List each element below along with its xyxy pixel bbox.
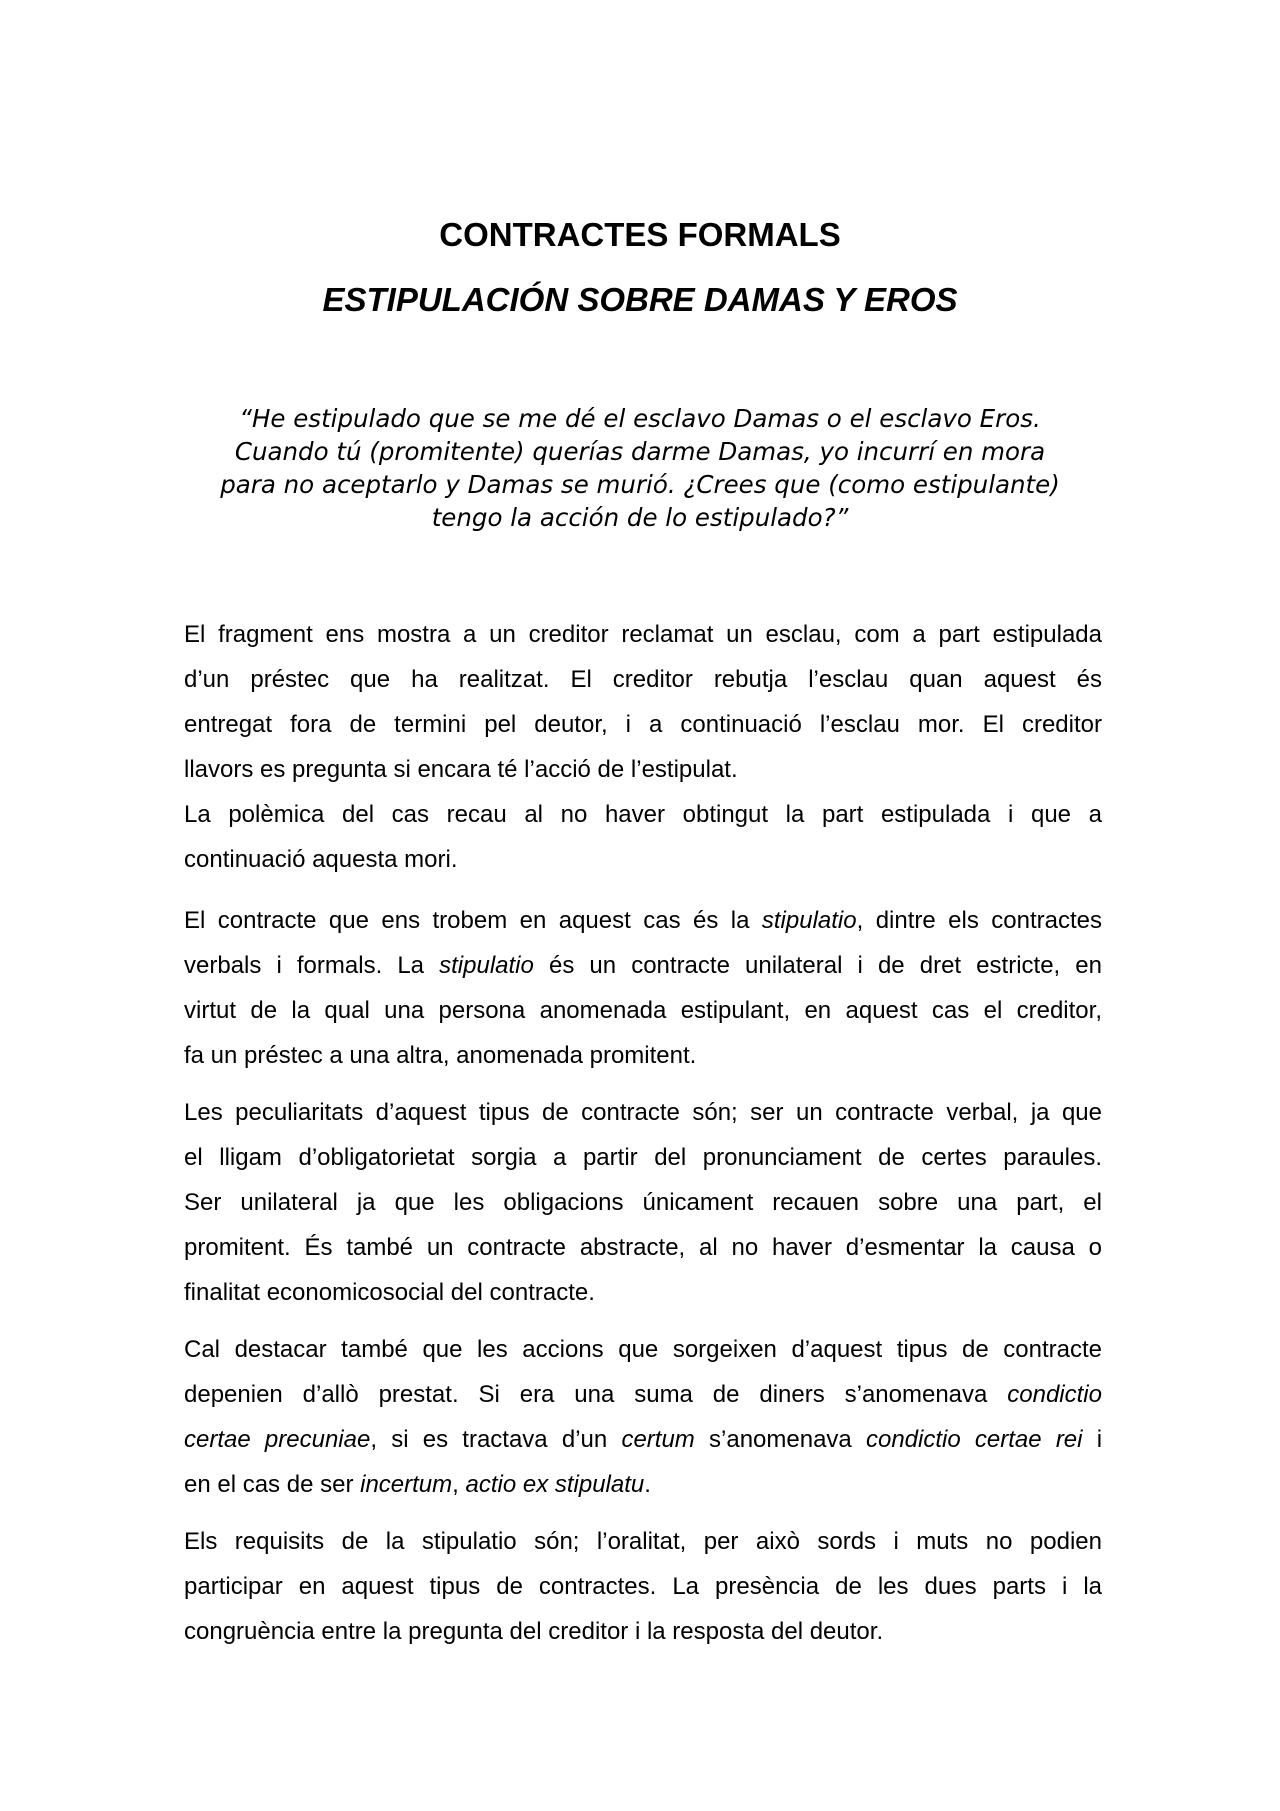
paragraph-5 (184, 1327, 1102, 1507)
text-line: certae precuniae, si es tractava d’un certum s’anomenava condictio certae rei i (184, 1426, 1103, 1453)
text-line: verbals i formals. La stipulatio és un contracte unilateral i de dret estricte, en (184, 952, 1102, 979)
text-line: promitent. És també un contracte abstracte, al no haver d’esmentar la causa o (184, 1234, 1102, 1261)
text-line: virtut de la qual una persona anomenada estipulant, en aquest cas el creditor, (184, 997, 1102, 1024)
text-line: Cal destacar també que les accions que sorgeixen d’aquest tipus de contracte (184, 1336, 1102, 1363)
latin-term: condictio (1007, 1381, 1102, 1408)
text-line: Els requisits de la stipulatio són; l’oralitat, per això sords i muts no podien (184, 1528, 1102, 1555)
document-title: CONTRACTES FORMALS (439, 216, 841, 253)
text-line: finalitat economicosocial del contracte. (184, 1279, 595, 1306)
text-line: en el cas de ser incertum, actio ex stipulatu. (184, 1471, 651, 1498)
text-line: el lligam d’obligatorietat sorgia a partir del pronunciament de certes paraules. (184, 1144, 1102, 1171)
document-subtitle: ESTIPULACIÓN SOBRE DAMAS Y EROS (322, 281, 958, 318)
paragraph-3 (184, 898, 1102, 1078)
quote-line: “He estipulado que se me dé el esclavo Damas o el esclavo Eros. (239, 404, 1041, 433)
paragraph-1 (184, 612, 1102, 792)
quote-line: Cuando tú (promitente) querías darme Damas, yo incurrí en mora (234, 437, 1046, 466)
latin-term: stipulatio (761, 907, 857, 934)
latin-term: actio ex stipulatu (465, 1471, 645, 1498)
quote-line: para no aceptarlo y Damas se murió. ¿Crees que (como estipulante) (220, 470, 1060, 499)
quote-block (190, 402, 1090, 534)
text-line: entregat fora de termini pel deutor, i a continuació l’esclau mor. El creditor (184, 711, 1102, 738)
quote-line: tengo la acción de lo estipulado?” (431, 503, 849, 532)
text-line: llavors es pregunta si encara té l’acció de l’estipulat. (184, 756, 738, 783)
text-line: fa un préstec a una altra, anomenada promitent. (184, 1042, 697, 1069)
body-text (184, 612, 1102, 1654)
text-line: Les peculiaritats d’aquest tipus de contracte són; ser un contracte verbal, ja que (184, 1099, 1102, 1126)
text-line: El fragment ens mostra a un creditor reclamat un esclau, com a part estipulada (184, 621, 1102, 648)
paragraph-6 (184, 1519, 1102, 1654)
text-line: depenien d’allò prestat. Si era una suma de diners s’anomenava condictio (184, 1381, 1102, 1408)
text-line: Ser unilateral ja que les obligacions únicament recauen sobre una part, el (184, 1189, 1102, 1216)
latin-term: incertum (360, 1471, 453, 1498)
latin-term: condictio certae rei (865, 1426, 1083, 1453)
text-line: El contracte que ens trobem en aquest cas és la stipulatio, dintre els contractes (184, 907, 1102, 934)
paragraph-4 (184, 1090, 1102, 1315)
text-line: continuació aquesta mori. (184, 846, 458, 873)
text-line: participar en aquest tipus de contractes. La presència de les dues parts i la (184, 1573, 1102, 1600)
latin-term: stipulatio (439, 952, 534, 979)
text-line: congruència entre la pregunta del creditor i la resposta del deutor. (184, 1618, 884, 1645)
text-line: La polèmica del cas recau al no haver obtingut la part estipulada i que a (184, 801, 1102, 828)
text-line: d’un préstec que ha realitzat. El creditor rebutja l’esclau quan aquest és (184, 666, 1102, 693)
latin-term: certae precuniae (184, 1426, 371, 1453)
latin-term: certum (621, 1426, 695, 1453)
paragraph-2 (184, 792, 1102, 882)
